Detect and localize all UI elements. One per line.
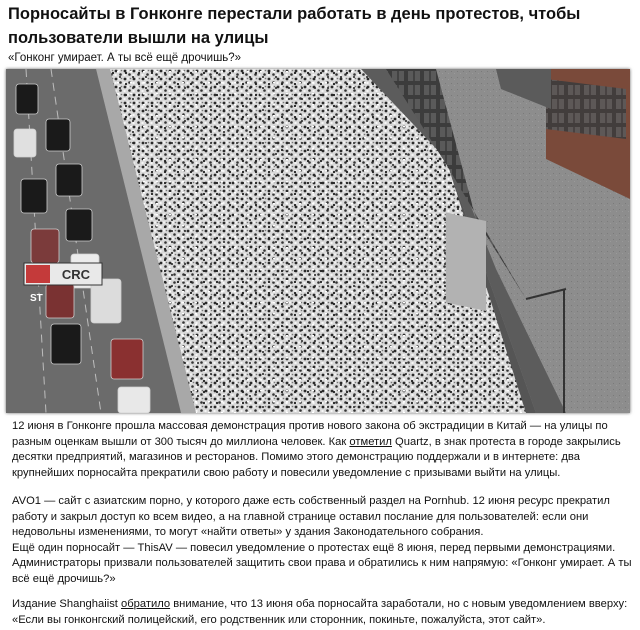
svg-text:CRC: CRC	[61, 267, 91, 282]
paragraph-3: Ещё один порносайт — ThisAV — повесил уведомление о протестах ещё 8 июня, перед первыми демонстрациями. Администраторы призвали пользователей защитить свои права и обратились к ним напрямую: «Гонконг умирает. А ты всё ещё дрочишь?»	[12, 541, 632, 585]
crc-sign	[24, 263, 102, 285]
paragraph-2: AVO1 — сайт с азиатским порно, у которого даже есть собственный раздел на Pornhub. 12 июня ресурс прекратил работу и закрыл доступ ко всем видео, а на главной странице оставил послание для пользователей: если они недовольны изменениями, то могут «найти ответы» у здания Законодательного собрания.	[12, 495, 610, 538]
quartz-link[interactable]: отметил	[349, 435, 392, 448]
protest-photo	[6, 69, 630, 413]
paragraph-4: Издание Shanghaiist обратило внимание, что 13 июня оба порносайта заработали, но с новым уведомлением вверху: «Если вы гонконгский полицейский, его родственник или сторонник, покиньте, пожалуйста, этот сайт».	[12, 598, 628, 626]
headline: Порносайты в Гонконге перестали работать в день протестов, чтобы пользователи вышли на улицы	[8, 5, 581, 47]
paragraph-1: 12 июня в Гонконге прошла массовая демонстрация против нового закона об экстрадиции в Китай — на улицы по разным оценкам вышли от 300 тысяч до миллиона человек. Как отметил Quartz, в знак протеста в городе закрылись десятки предприятий, магазинов и ресторанов. Помимо этого демонстрацию поддержали и в интернете: два крупнейших порносайта прекратили свою работу и повесили уведомление с призывами выйти на улицы.	[12, 420, 621, 479]
subtitle: «Гонконг умирает. А ты всё ещё дрочишь?»	[8, 52, 242, 64]
article-body	[12, 419, 634, 628]
shanghaiist-link[interactable]: обратило	[121, 598, 171, 610]
svg-text:ST: ST	[30, 293, 43, 304]
